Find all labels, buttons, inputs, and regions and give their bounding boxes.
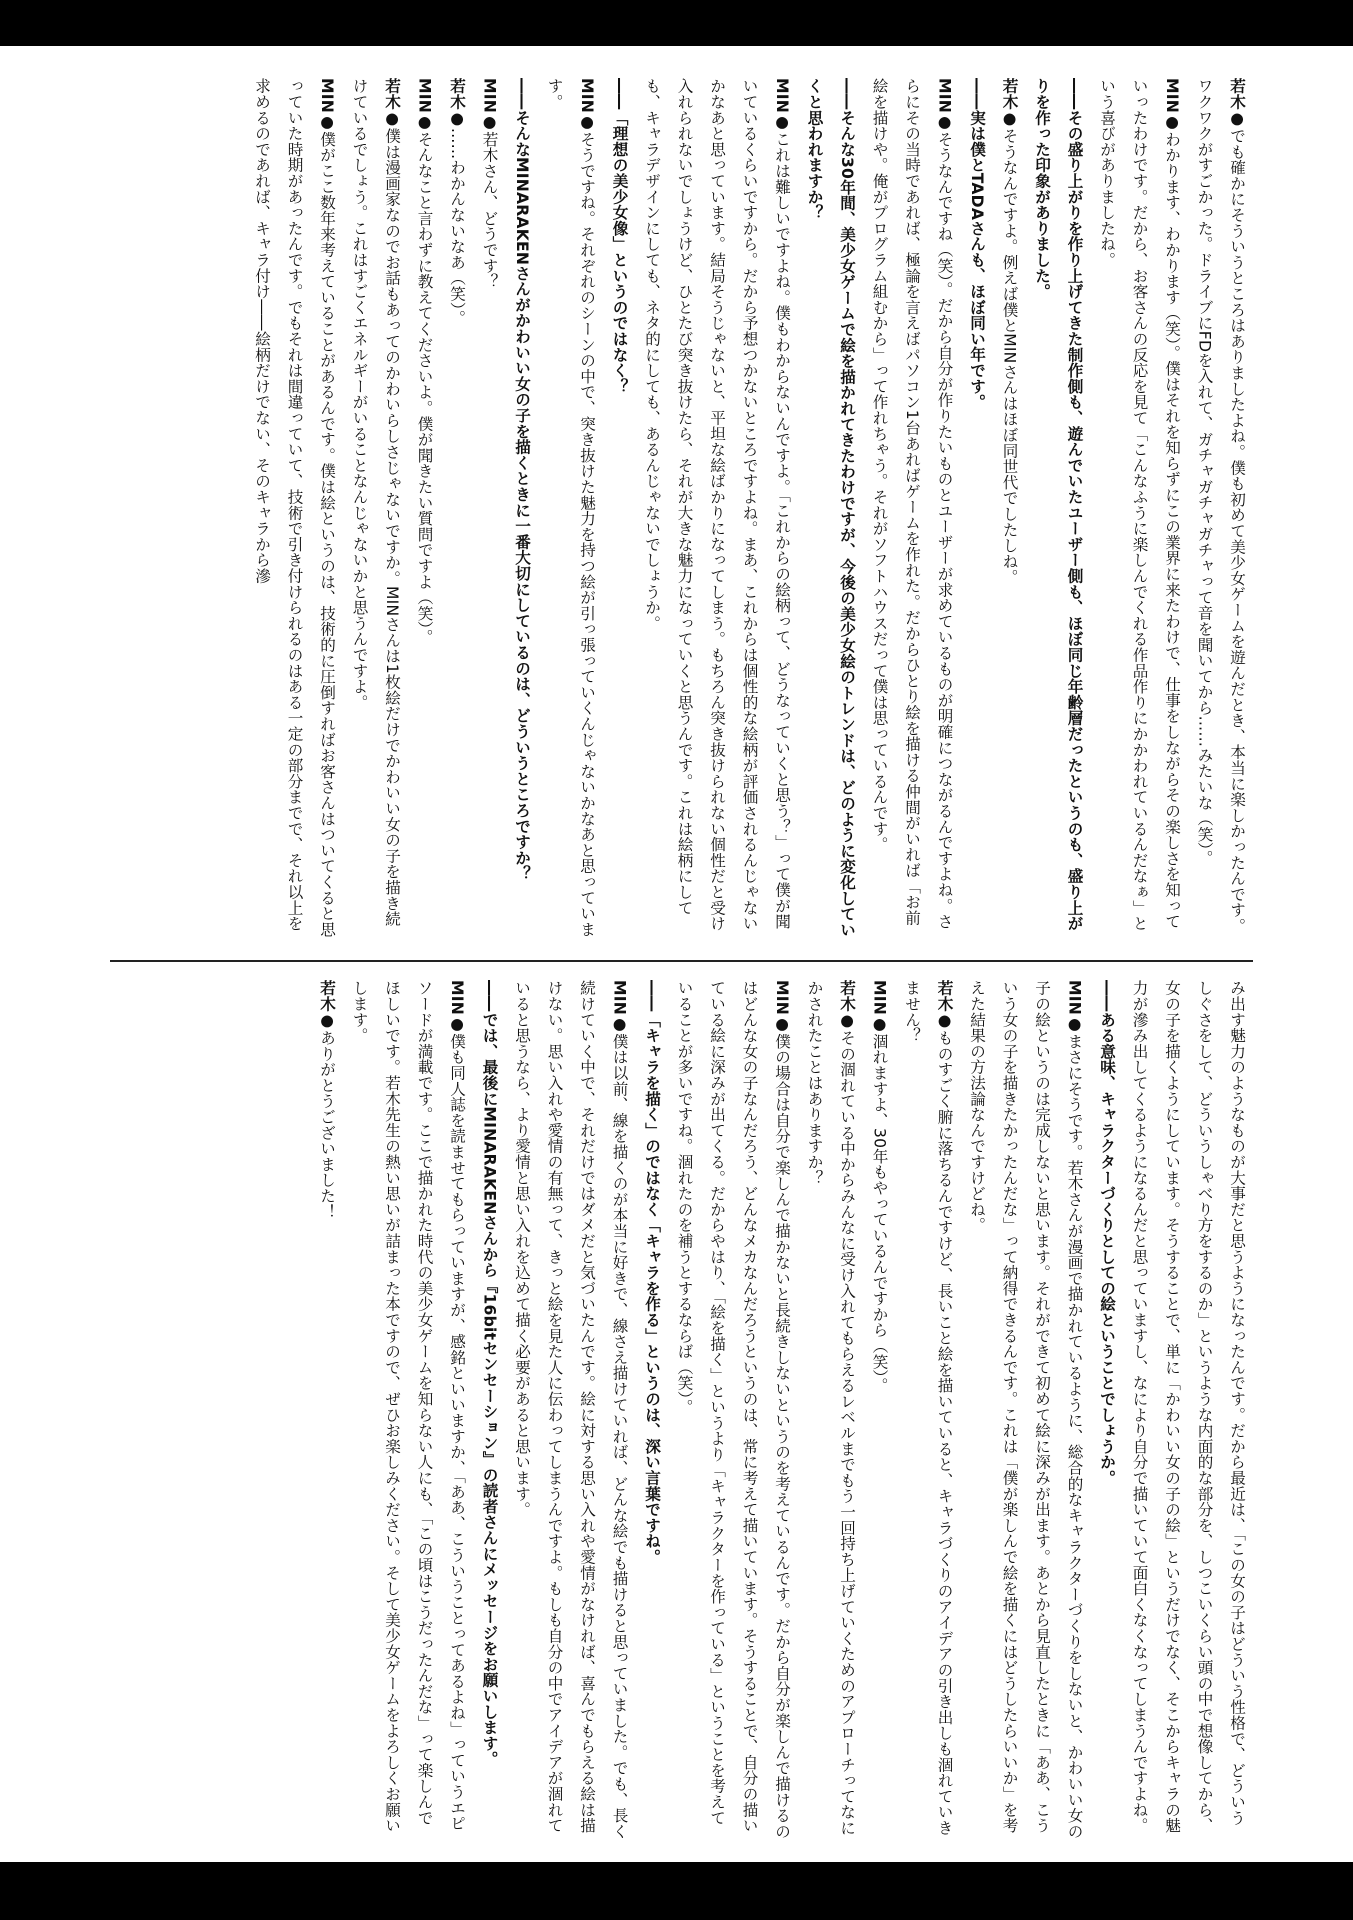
- dialogue-text: その涸れている中からみんなに受け入れてもらえるレベルまでもう一回持ち上げていくためのアプローチってなにかされたことはありますか？: [805, 980, 856, 1836]
- dialogue-text: そうなんですよ。例えば僕とMINさんはほぼ同世代でしたしね。: [1000, 127, 1019, 585]
- speaker-name: 若木●: [1000, 78, 1019, 128]
- bottom-black-band: [0, 1862, 1353, 1920]
- dialogue-line: [961, 980, 1091, 1840]
- interview-lower-section: [98, 980, 1253, 1840]
- dialogue-line: [538, 78, 603, 938]
- interviewer-question: ――「キャラを描く」のではなく「キャラを作る」というのは、深い言葉ですね。: [643, 980, 661, 1565]
- speaker-name: 若木●: [1228, 78, 1246, 128]
- dialogue-line: [1188, 78, 1253, 938]
- interviewer-question: ――ある意味、キャラクターづくりとしての絵ということでしょうか。: [1098, 980, 1116, 1486]
- speaker-name: MIN●: [415, 78, 434, 132]
- interviewer-question: ――実は僕とTADAさんも、ほぼ同い年です。: [968, 78, 986, 410]
- speaker-name: MIN●: [578, 78, 596, 132]
- interviewer-question: ――「理想の美少女像」というのではなく？: [610, 78, 629, 394]
- speaker-name: MIN●: [610, 980, 629, 1034]
- dialogue-text: わかります、わかります（笑）。僕はそれを知らずにこの業界に来たわけで、仕事をしながらその楽しさを知っていったわけです。だから、お客さんの反応を見て「こんなふうに楽しんでくれる作品作りにかかわれているんだなぁ」という喜びがありましたね。: [1098, 78, 1181, 932]
- interview-upper-section: [98, 78, 1253, 938]
- dialogue-text: 僕がここ数年来考えていることがあるんです。僕は絵というのは、技術的に圧倒すればお客さんはついてくると思っていた時期があったんです。でもそれは間違っていて、技術で引き付けられるのはある一定の部分までで、それ以上を求めるのであれば、キャラ付け――絵柄だけでない、そのキャラから滲: [253, 78, 336, 937]
- dialogue-text: ありがとうございました！: [318, 1029, 336, 1220]
- dialogue-text: ものすごく腑に落ちるんですけど、長いこと絵を描いていると、キャラづくりのアイデアの引き出しも涸れていきません？: [903, 980, 954, 1836]
- dialogue-line: [246, 78, 344, 938]
- interviewer-question: ――では、最後にMINARAKENさんから『16bitセンセーション』の読者さんにメッセージをお願いします。: [480, 980, 499, 1767]
- dialogue-line: [408, 78, 441, 938]
- dialogue-line: [441, 78, 474, 938]
- dialogue-text: ……わかんないなあ（笑）。: [448, 127, 466, 326]
- dialogue-line: [343, 980, 473, 1840]
- speaker-name: 若木●: [383, 78, 401, 128]
- top-black-band: [0, 0, 1353, 46]
- dialogue-line: [311, 980, 344, 1840]
- dialogue-text: 若木さん、どうです？: [480, 131, 499, 290]
- speaker-name: MIN●: [870, 980, 889, 1034]
- dialogue-text: 僕は漫画家なのでお話もあってのかわいらしさじゃないですか。MINさんは1枚絵だけでかわいい女の子を描き続けているでしょう。これはすごくエネルギーがいることなんじゃないかと思うんですよ。: [350, 78, 401, 927]
- speaker-name: MIN●: [1065, 980, 1084, 1034]
- speaker-name: 若木●: [448, 78, 466, 128]
- dialogue-text: そんなこと言わずに教えてくださいよ。僕が聞きたい質問ですよ（笑）。: [415, 131, 434, 645]
- dialogue-line: [863, 78, 961, 938]
- dialogue-text: これは難しいですよね。僕もわからないんですよ。「これからの絵柄って、どうなっていくと思う？」って僕が聞いているくらいですから。だから予想つかないところですよね。まあ、これからは個性的な絵柄が評価されるんじゃないかなあと思っています。結局そうじゃないと、平坦な絵ばかりになってしまう。もちろん突き抜けられない個性だと受け入れられないでしょうけど、ひとたび突き抜けたら、それが大きな魅力になっていくと思うんです。これは絵柄にしても、キャラデザインにしても、ネタ的にしても、あるんじゃないでしょうか。: [643, 78, 791, 932]
- dialogue-text: 僕も同人誌を読ませてもらっていますが、感銘といいますか、「ああ、こういうことってあるよね」っていうエピソードが満載です。ここで描かれた時代の美少女ゲームを知らない人にも、「この頃はこうだったんだな」って楽しんでほしいです。若木先生の熱い思いが詰まった本ですので、ぜひお楽しみください。そして美少女ゲームをよろしくお願いします。: [350, 980, 466, 1834]
- speaker-name: MIN●: [935, 78, 954, 132]
- speaker-name: 若木●: [318, 980, 336, 1030]
- dialogue-line: [668, 980, 798, 1840]
- dialogue-line: [896, 980, 961, 1840]
- speaker-name: 若木●: [838, 980, 856, 1030]
- interviewer-question: ――そんな30年間、美少女ゲームで絵を描かれてきたわけですが、今後の美少女絵のトレンドは、どのように変化していくと思われますか？: [805, 78, 856, 938]
- speaker-name: MIN●: [1163, 78, 1181, 132]
- section-divider: [110, 960, 1253, 962]
- dialogue-line: [343, 78, 408, 938]
- dialogue-text: 僕は以前、線を描くのが本当に好きで、線さえ描けていれば、どんな絵でも描けると思っていました。でも、長く続けていく中で、それだけではダメだと気づいたんです。絵に対する思い入れや愛情がなければ、喜んでもらえる絵は描けない。思い入れや愛情の有無って、きっと絵を見た人に伝わってしまうんですよ。もしも自分の中でアイデアが涸れていると思うなら、より愛情と思い入れを込めて描く必要があると思います。: [513, 980, 629, 1839]
- dialogue-text: まさにそうです。若木さんが漫画で描かれているように、総合的なキャラクターづくりをしないと、かわいい女の子の絵というのは完成しないと思います。それができて初めて絵に深みが出ます。あとから見直したときに「ああ、こういう女の子を描きたかったんだな」って納得できるんです。これは「僕が楽しんで絵を描くにはどうしたらいいか」を考えた結果の方法論なんですけどね。: [968, 980, 1084, 1839]
- dialogue-text: そうですね。それぞれのシーンの中で、突き抜けた魅力を持つ絵が引っ張っていくんじゃないかなあと思っています。: [545, 78, 596, 937]
- dialogue-line: [798, 980, 863, 1840]
- dialogue-text: 涸れますよ、30年もやっているんですから（笑）。: [870, 1033, 889, 1394]
- dialogue-line: [636, 78, 799, 938]
- dialogue-line: [863, 980, 896, 1840]
- dialogue-line: [993, 78, 1026, 938]
- speaker-name: MIN●: [773, 78, 791, 132]
- dialogue-text: でも確かにそういうところはありましたよね。僕も初めて美少女ゲームを遊んだとき、本当に楽しかったんです。ワクワクがすごかった。ドライブにFDを入れて、ガチャガチャガチャって音を聞いてから……みたいな（笑）。: [1195, 78, 1246, 934]
- speaker-name: MIN●: [448, 980, 466, 1034]
- speaker-name: MIN●: [318, 78, 336, 132]
- dialogue-line: [1091, 78, 1189, 938]
- interviewer-question: ――そんなMINARAKENさんがかわいい女の子を描くときに一番大切にしているのは、どういうところですか？: [513, 78, 531, 882]
- dialogue-line: [506, 980, 636, 1840]
- continued-paragraph: み出す魅力のようなものが大事だと思うようになったんです。だから最近は、「この女の子はどういう性格で、どういうしぐさをして、どういうしゃべり方をするのか」というような内面的な部分を、しつこいくらい頭の中で想像してから、女の子を描くようにしています。そうすることで、単に「かわいい女の子の絵」というだけでなく、そこからキャラの魅力が滲み出してくるようになるんだと思っていますし、なにより自分で描いていて面白くなくなってしまうんですよね。: [1130, 980, 1246, 1834]
- dialogue-text: そうなんですね（笑）。だから自分が作りたいものとユーザーが求めているものが明確につながるんですよね。さらにその当時であれば、極論を言えばパソコン1台あればゲームを作れた。だからひとり絵を描ける仲間がいれば「お前絵を描けや。俺がプログラム組むから」って作れちゃう。それがソフトハウスだって僕は思っているんです。: [870, 78, 954, 930]
- dialogue-line: [473, 78, 506, 938]
- speaker-name: MIN●: [480, 78, 499, 132]
- speaker-name: MIN●: [773, 980, 791, 1034]
- interviewer-question: ――その盛り上がりを作り上げてきた制作側も、遊んでいたユーザー側も、ほぼ同じ年齢層だったというのも、盛り上がりを作った印象がありました。: [1033, 78, 1084, 932]
- speaker-name: 若木●: [935, 980, 954, 1030]
- dialogue-text: 僕の場合は自分で楽しんで描かないと長続きしないというのを考えているんです。だから自分が楽しんで描けるのはどんな女の子なんだろう、どんなメカなんだろうというのは、常に考えて描いています。そうすることで、自分の描いている絵に深みが出てくる。だからやはり、「絵を描く」というより「キャラクターを作っている」ということを考えていることが多いですね。涸れたのを補うとするならば（笑）。: [675, 980, 791, 1839]
